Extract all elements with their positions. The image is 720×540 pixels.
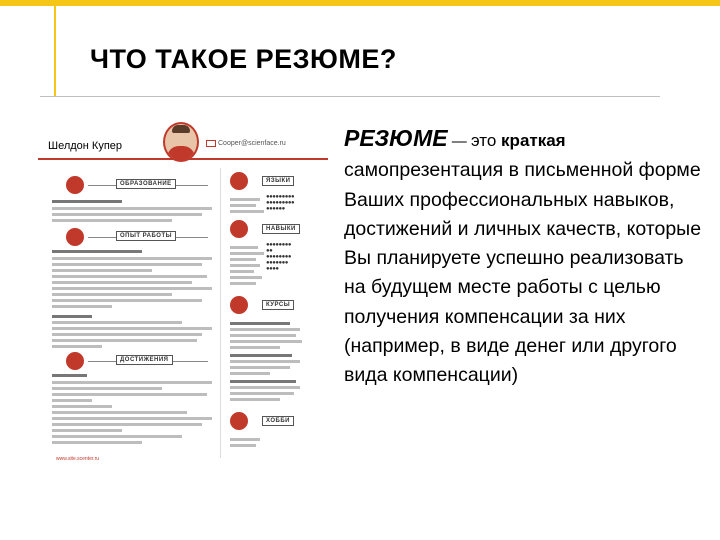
slide-title: ЧТО ТАКОЕ РЕЗЮМЕ? [90, 44, 397, 74]
section-hobbies: ХОББИ [262, 416, 294, 426]
left-accent-bar [54, 6, 56, 96]
section-skills: НАВЫКИ [262, 224, 300, 234]
resume-footer: www.site.scenter.ru [56, 456, 100, 462]
resume-definition [344, 124, 704, 391]
book-icon [230, 296, 248, 314]
graduation-cap-icon [66, 176, 84, 194]
title-divider [40, 96, 660, 97]
definition-body: самопрезентация в письменной форме Ваших профессиональных навыков, достижений и личных качеств, которые Вы планируете успешно реализовать на будущем месте работы с целью получения компенсации за них (например, в виде денег или другого вида компенсации) [344, 159, 702, 387]
resume-email: Cooper@scienface.ru [218, 140, 286, 147]
globe-icon [230, 172, 248, 190]
section-education: ОБРАЗОВАНИЕ [116, 179, 176, 189]
resume-name: Шелдон Купер [48, 140, 123, 152]
section-languages: ЯЗЫКИ [262, 176, 294, 186]
resume-example-image: Шелдон Купер Cooper@scienface.ru ОБРАЗОВАНИЕ ОПЫТ РАБОТЫ ДОСТИЖЕНИЯ www.site.scenter.ru ЯЗЫКИ ●●●●●●●●● ●●●●●●●●● ●●●●●● НАВЫКИ ●●●●●●●● ●● ●●●●●●●● ●●●●●●● ●●●● КУРСЫ ХОББИ [38, 118, 328, 470]
briefcase-icon [66, 228, 84, 246]
top-accent-bar [0, 0, 720, 6]
definition-term: РЕЗЮМЕ [344, 125, 448, 151]
definition-word-2: краткая [501, 131, 566, 150]
tools-icon [230, 220, 248, 238]
definition-word-1: это [470, 131, 502, 150]
mail-icon [206, 140, 216, 147]
trophy-icon [66, 352, 84, 370]
avatar [163, 122, 199, 162]
definition-dash: — [447, 133, 471, 150]
section-courses: КУРСЫ [262, 300, 294, 310]
heart-icon [230, 412, 248, 430]
resume-column-divider [220, 168, 221, 458]
section-experience: ОПЫТ РАБОТЫ [116, 231, 176, 241]
resume-header-rule [38, 158, 328, 160]
section-achievements: ДОСТИЖЕНИЯ [116, 355, 173, 365]
